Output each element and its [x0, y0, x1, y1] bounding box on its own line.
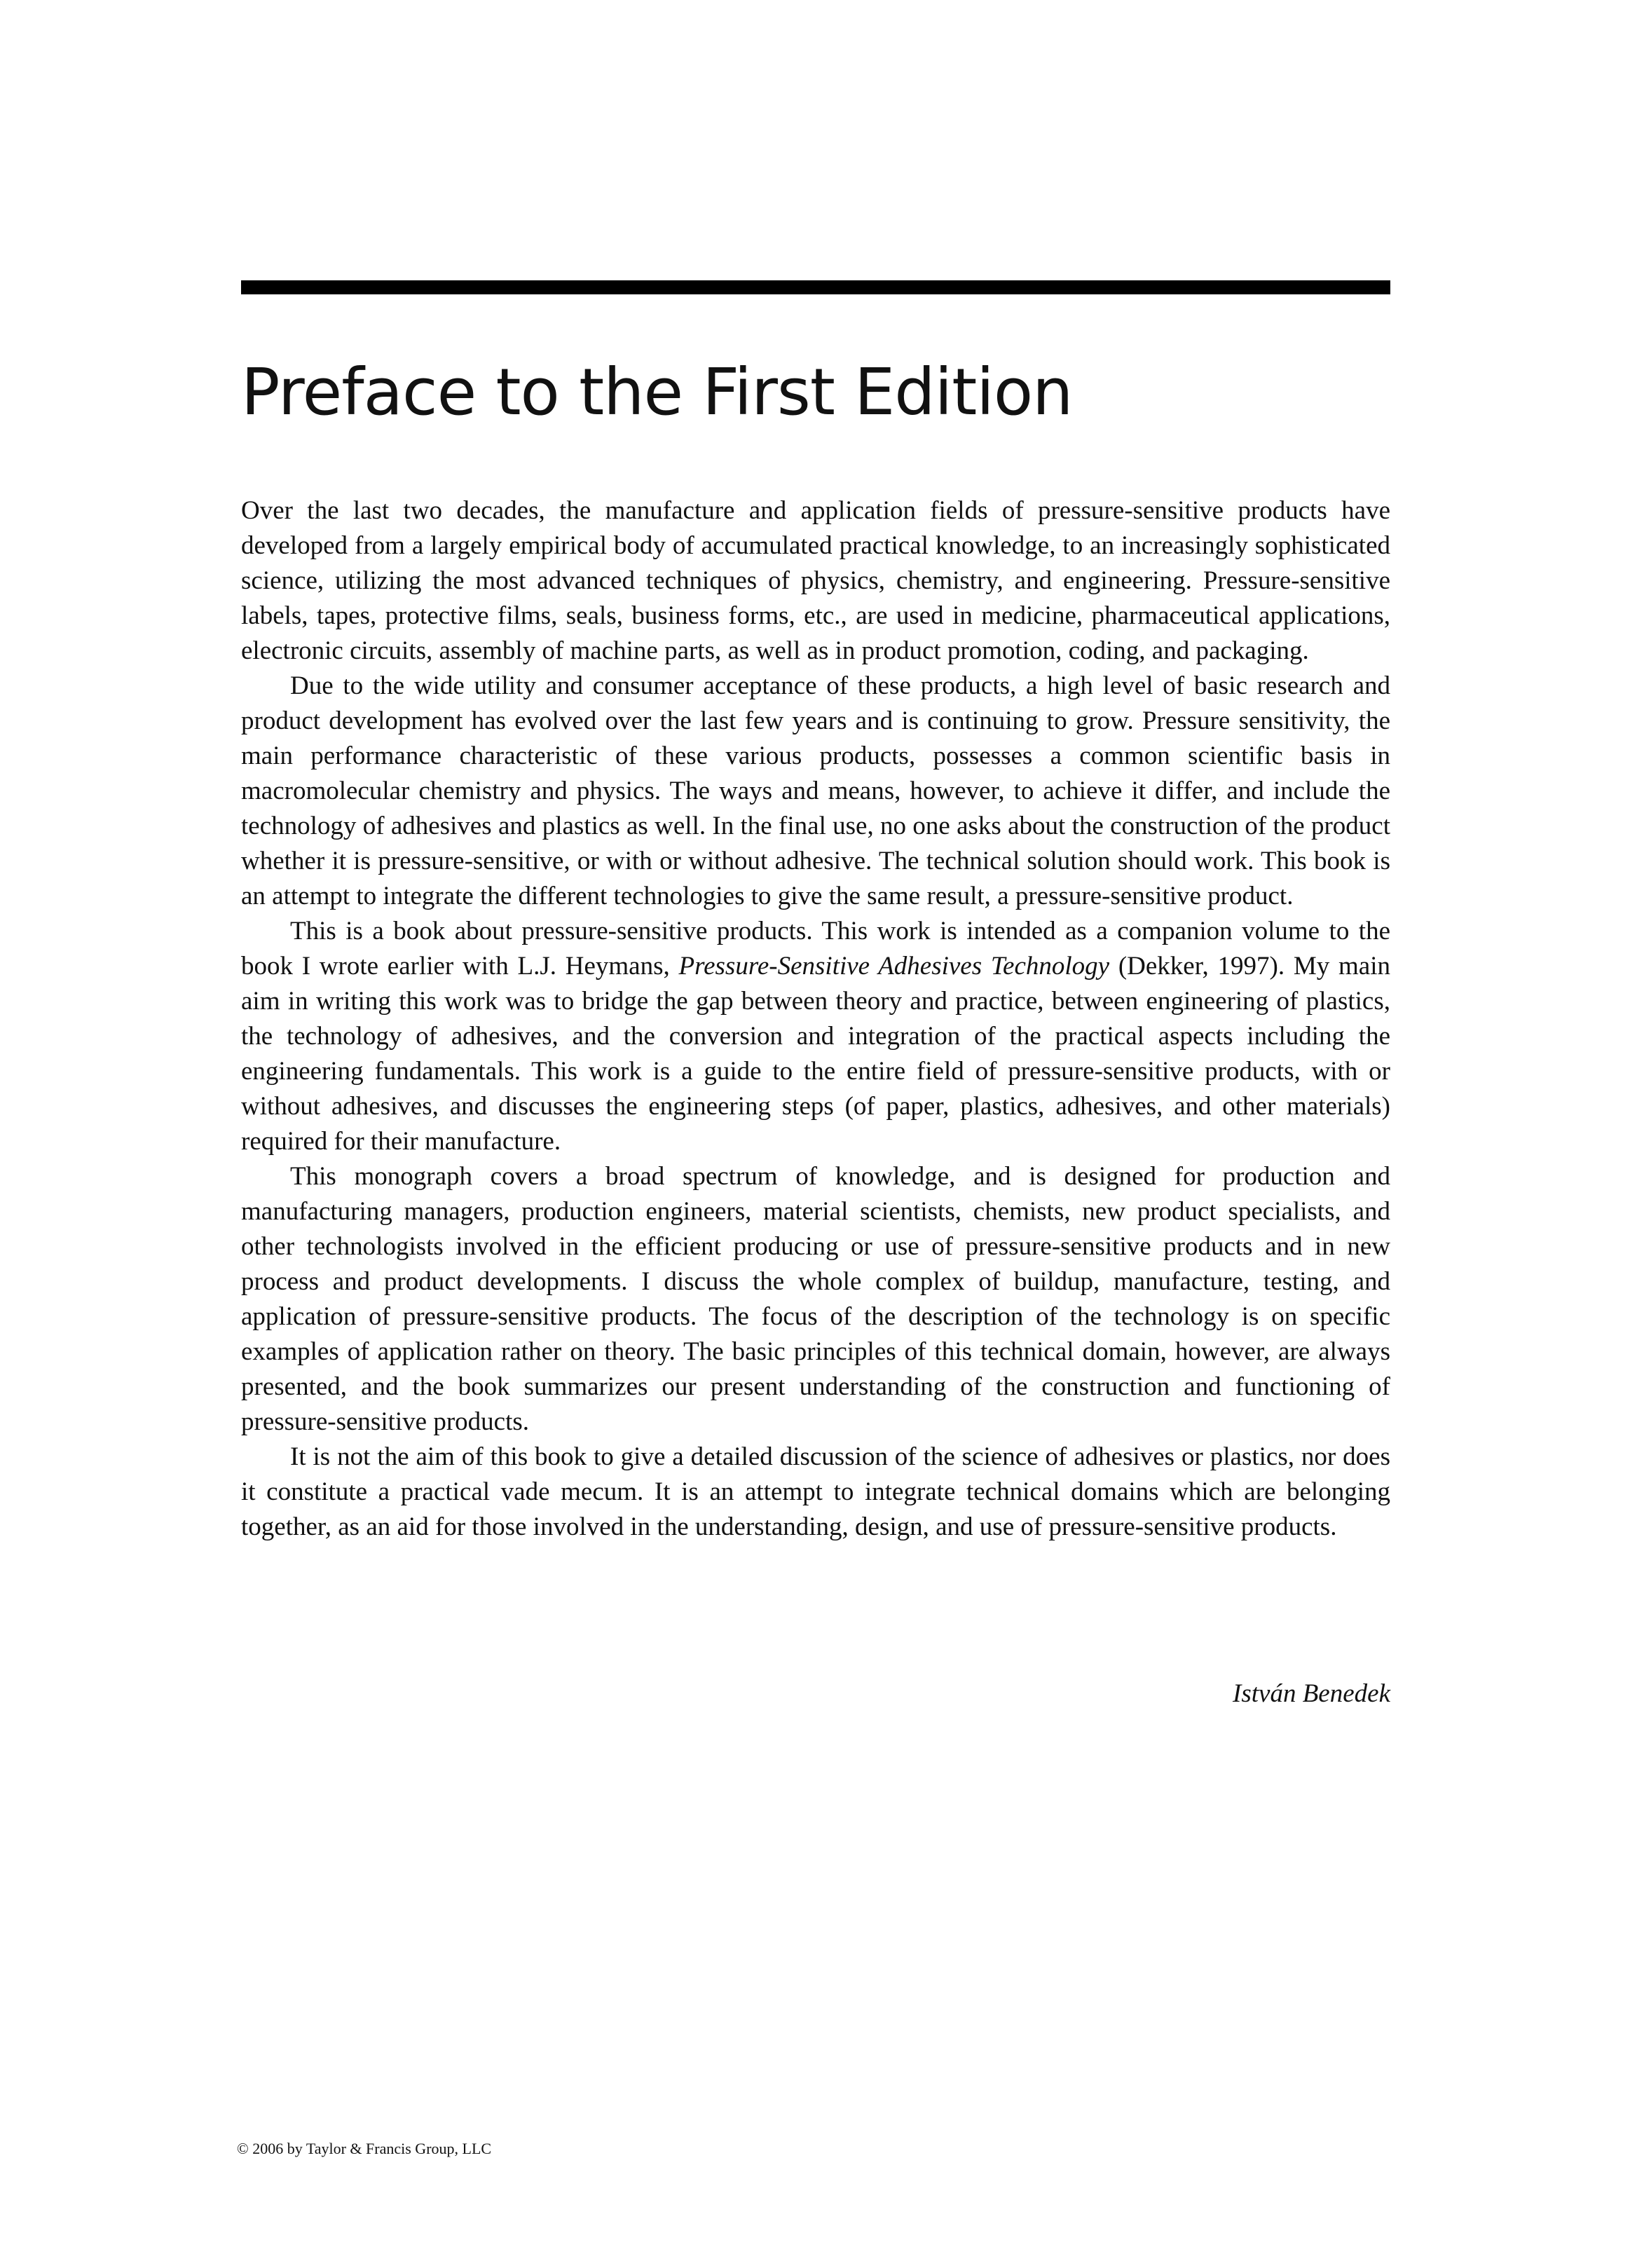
copyright-footer: © 2006 by Taylor & Francis Group, LLC: [237, 2140, 492, 2157]
author-signature: István Benedek: [1233, 1679, 1390, 1708]
preface-body: [241, 493, 1390, 1545]
paragraph-3-rest: (Dekker, 1997). My main aim in writing this work was to bridge the gap between theory and practice, between engineering of plastics, the technology of adhesives, and the conversion and integration of the practical aspects including the engineering fundamentals. This work is a guide to the entire field of pressure-sensitive products, with or without adhesives, and discusses the engineering steps (of paper, plastics, adhesives, and other materials) required for their manufacture.: [241, 952, 1390, 1156]
book-title-citation: Pressure-Sensitive Adhesives Technology: [678, 952, 1110, 981]
paragraph-1: Over the last two decades, the manufacture and application fields of pressure-sensitive products have developed from a largely empirical body of accumulated practical knowledge, to an increasingly sophisticated science, utilizing the most advanced techniques of physics, chemistry, and engineering. Pressure-sensitive labels, tapes, protective films, seals, business forms, etc., are used in medicine, pharmaceutical applications, electronic circuits, assembly of machine parts, as well as in product promotion, coding, and packaging.: [241, 496, 1390, 665]
paragraph-2: Due to the wide utility and consumer acceptance of these products, a high level of basic research and product development has evolved over the last few years and is continuing to grow. Pressure sensitivity, the main performance characteristic of these various products, possesses a common scientific basis in macromolecular chemistry and physics. The ways and means, however, to achieve it differ, and include the technology of adhesives and plastics as well. In the final use, no one asks about the construction of the product whether it is pressure-sensitive, or with or without adhesive. The technical solution should work. This book is an attempt to integrate the different technologies to give the same result, a pressure-sensitive product.: [241, 671, 1390, 910]
page-title: Preface to the First Edition: [241, 355, 1073, 430]
paragraph-3: [241, 914, 1390, 1159]
paragraph-4: This monograph covers a broad spectrum of knowledge, and is designed for production and manufacturing managers, production engineers, material scientists, chemists, new product specialists, and other technologists involved in the efficient producing or use of pressure-sensitive products and in new process and product developments. I discuss the whole complex of buildup, manufacture, testing, and application of pressure-sensitive products. The focus of the description of the technology is on specific examples of application rather on theory. The basic principles of this technical domain, however, are always presented, and the book summarizes our present understanding of the construction and functioning of pressure-sensitive products.: [241, 1162, 1390, 1436]
heading-rule: [241, 280, 1390, 294]
paragraph-3-lead: This is a book about pressure-sensitive products. This work is intended as a companion volume to the book I wrote earlier with L.J. Heymans,: [241, 917, 1390, 981]
paragraph-5: It is not the aim of this book to give a detailed discussion of the science of adhesives or plastics, nor does it constitute a practical vade mecum. It is an attempt to integrate technical domains which are belonging together, as an aid for those involved in the understanding, design, and use of pressure-sensitive products.: [241, 1442, 1390, 1541]
